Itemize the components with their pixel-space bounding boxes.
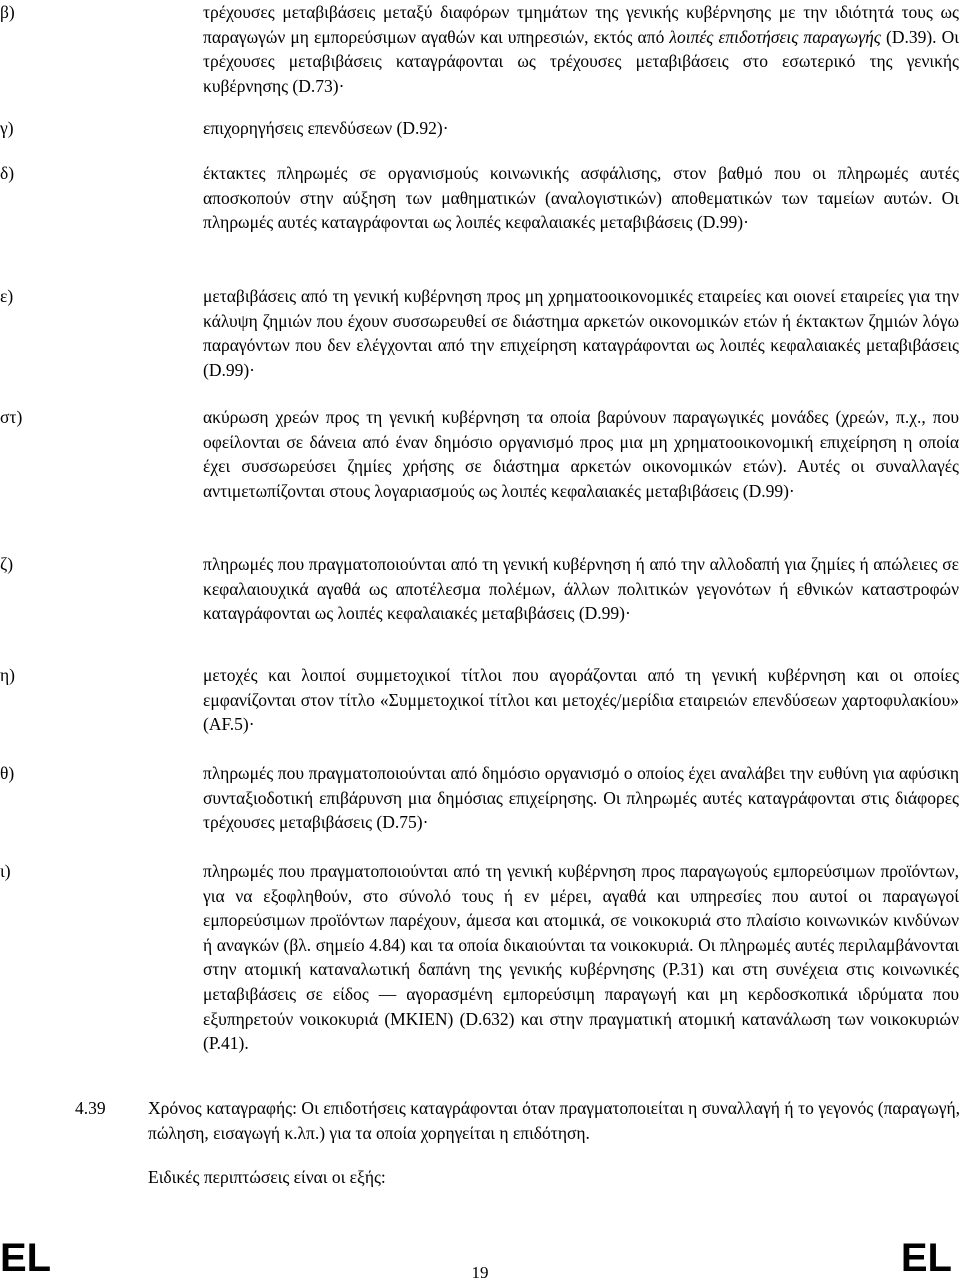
list-item-text: μεταβιβάσεις από τη γενική κυβέρνηση προς μη χρηματοοικονομικές εταιρείες και οιονεί εταιρείες για την κάλυψη ζημιών που έχουν συσσωρευθεί σε διάστημα αρκετών οικονομικών ετών ή έκτακτων ζημιών λόγω παραγόντων που δεν ελέγχονται από την επιχείρηση καταγράφονται ως λοιπές κεφαλαιακές μεταβιβάσεις (D.99)· (203, 286, 959, 380)
list-item-text: πληρωμές που πραγματοποιούνται από τη γενική κυβέρνηση προς παραγωγούς εμπορεύσιμων προϊόντων, για να εξοφληθούν, στο σύνολό τους ή εν μέρει, αγαθά και υπηρεσίες που αυτοί οι παραγωγοί εμπορεύσιμων προϊόντων παρέχουν, άμεσα και ατομικά, σε νοικοκυριά στο πλαίσιο κοινωνικών κινδύνων ή αναγκών (βλ. σημείο 4.84) και τα οποία δικαιούνται τα νοικοκυριά. Οι πληρωμές αυτές περιλαμβάνονται στην ατομική καταναλωτική δαπάνη της γενικής κυβέρνησης (P.31) και στη συνέχεια στις κοινωνικές μεταβιβάσεις σε είδος — αγορασμένη εμπορεύσιμη παραγωγή και μη κερδοσκοπικά ιδρύματα που εξυπηρετούν νοικοκυριά (ΜΚΙΕΝ) (D.632) και στην πραγματική ατομική κατανάλωση των νοικοκυριών (P.41). (203, 861, 959, 1054)
list-marker: ζ) (0, 554, 14, 574)
list-item-text (203, 0, 959, 98)
section-text: Χρόνος καταγραφής: Οι επιδοτήσεις καταγράφονται όταν πραγματοποιείται η συναλλαγή ή το γεγονός (παραγωγή, πώληση, εισαγωγή κ.λπ.) για τα οποία χορηγείται η επιδότηση. (148, 1098, 960, 1143)
list-item-text: μετοχές και λοιποί συμμετοχικοί τίτλοι που αγοράζονται από τη γενική κυβέρνηση και οι οποίες εμφανίζονται στον τίτλο «Συμμετοχικοί τίτλοι και μετοχές/μερίδια εταιρειών επενδύσεων χαρτοφυλακίου» (AF.5)· (203, 665, 959, 735)
list-item-text: έκτακτες πληρωμές σε οργανισμούς κοινωνικής ασφάλισης, στον βαθμό που οι πληρωμές αυτές αποσκοπούν στην αύξηση των μαθηματικών (αναλογιστικών) αποθεματικών των ταμείων αυτών. Οι πληρωμές αυτές καταγράφονται ως λοιπές κεφαλαιακές μεταβιβάσεις (D.99)· (203, 163, 959, 233)
list-marker: β) (0, 2, 15, 22)
list-marker: ι) (0, 861, 11, 881)
list-marker: ε) (0, 286, 14, 306)
list-item-text: πληρωμές που πραγματοποιούνται από τη γενική κυβέρνηση ή από την αλλοδαπή για ζημίες ή απώλειες σε κεφαλαιουχικά αγαθά ως αποτέλεσμα πολέμων, άλλων πολιτικών γεγονότων ή εθνικών καταστροφών καταγράφονται ως λοιπές κεφαλαιακές μεταβιβάσεις (D.99)· (203, 554, 959, 624)
list-marker: η) (0, 665, 15, 685)
text-line: τρέχουσες μεταβιβάσεις μεταξύ διαφόρων τμημάτων της γενικής κυβέρνησης με την (203, 2, 835, 22)
text-line: ιδιότητά τους ως παραγωγών μη εμπορεύσιμων αγαθών και υπηρεσιών, εκτός από (203, 2, 959, 47)
list-item-text: ακύρωση χρεών προς τη γενική κυβέρνηση τα οποία βαρύνουν παραγωγικές μονάδες (χρεών, π.χ., που οφείλονται σε δάνεια από έναν δημόσιο οργανισμό προς μια μη χρηματοοικονομική επιχείρηση η οποία έχει συσσωρεύσει ζημίες χρήσης σε διάστημα αρκετών οικονομικών ετών). Αυτές οι συναλλαγές αντιμετωπίζονται στους λογαριασμούς ως λοιπές κεφαλαιακές μεταβιβάσεις (D.99)· (203, 407, 959, 501)
page-number: 19 (471, 1263, 489, 1282)
list-item-text: πληρωμές που πραγματοποιούνται από δημόσιο οργανισμό ο οποίος έχει αναλάβει την ευθύνη για αφύσικη συνταξιοδοτική επιβάρυνση μια δημόσιας επιχείρησης. Οι πληρωμές αυτές καταγράφονται στις διάφορες τρέχουσες μεταβιβάσεις (D.75)· (203, 763, 959, 833)
footer-language-right: EL (900, 1236, 952, 1280)
list-marker: δ) (0, 163, 15, 183)
list-item-text: επιχορηγήσεις επενδύσεων (D.92)· (203, 118, 449, 138)
footer-language-left: EL (0, 1236, 52, 1280)
closing-text: Ειδικές περιπτώσεις είναι οι εξής: (148, 1167, 386, 1187)
list-marker: στ) (0, 407, 23, 427)
italic-term: λοιπές επιδοτήσεις παραγωγής (669, 26, 881, 47)
list-marker: γ) (0, 118, 14, 138)
section-number: 4.39 (75, 1098, 106, 1118)
list-marker: θ) (0, 763, 15, 783)
text-continuation: (D.39). Οι τρέχουσες μεταβιβάσεις καταγράφονται ως τρέχουσες μεταβιβάσεις στο εσωτερικό της γενικής κυβέρνησης (D.73)· (203, 26, 959, 96)
